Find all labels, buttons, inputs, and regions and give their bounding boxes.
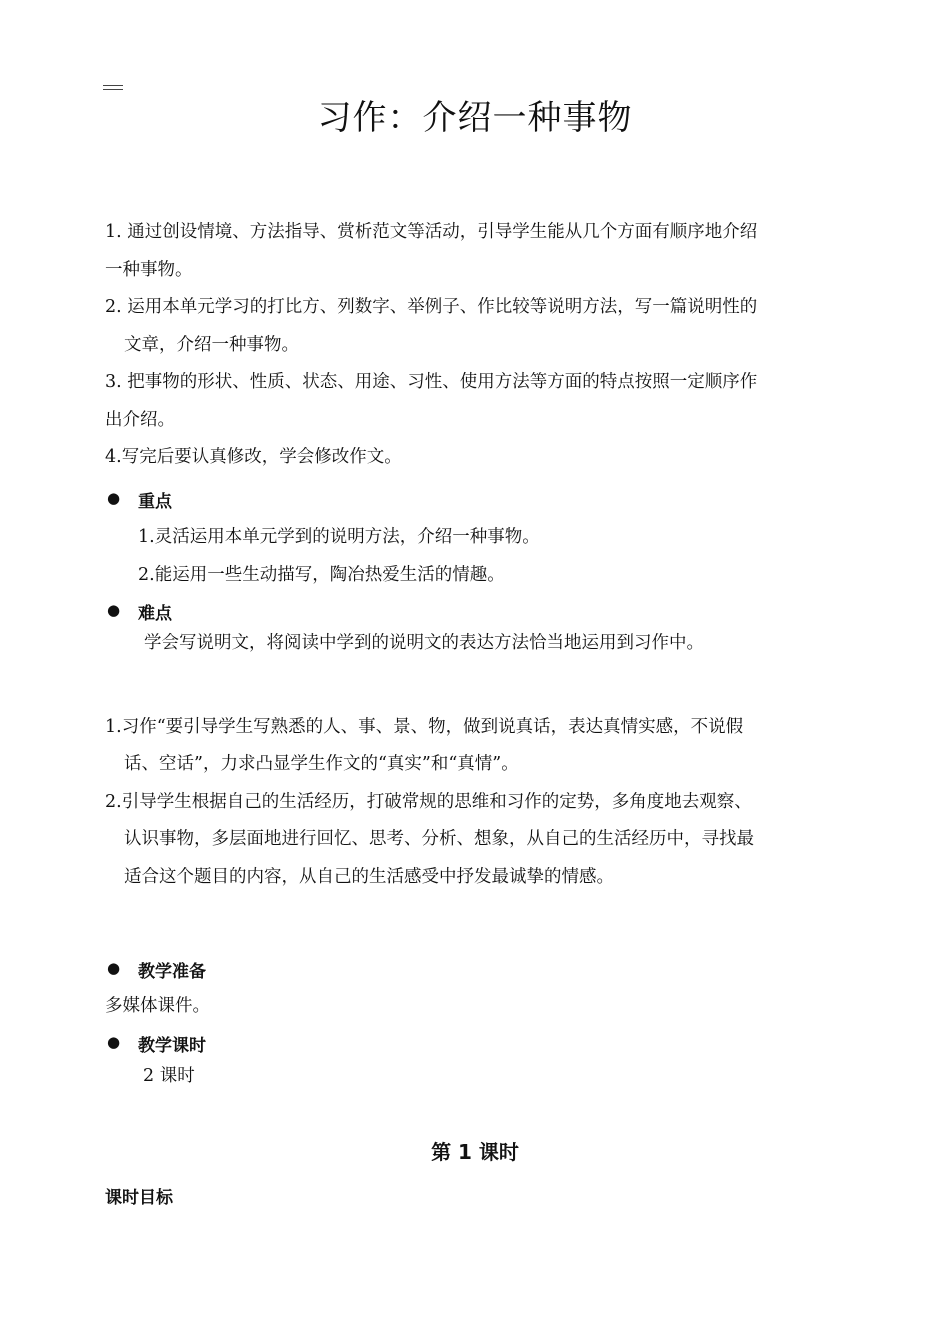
lesson-goals-heading: 课时目标 bbox=[105, 1188, 173, 1208]
difficulty-bullet: ● bbox=[107, 601, 121, 619]
keypoints-heading: 重点 bbox=[138, 492, 172, 512]
lesson-1-heading: 第 1 课时 bbox=[431, 1140, 519, 1164]
difficulty-heading: 难点 bbox=[138, 604, 172, 624]
note-2-line2: 认识事物，多层面地进行回忆、思考、分析、想象，从自己的生活经历中，寻找最 bbox=[124, 829, 754, 849]
note-1-line2: 话、空话”，力求凸显学生作文的“真实”和“真情”。 bbox=[124, 754, 519, 774]
goal-2-line1: 2. 运用本单元学习的打比方、列数字、举例子、作比较等说明方法，写一篇说明性的 bbox=[105, 297, 758, 317]
periods-bullet: ● bbox=[107, 1033, 121, 1051]
preparation-heading: 教学准备 bbox=[138, 962, 206, 982]
difficulty-text: 学会写说明文，将阅读中学到的说明文的表达方法恰当地运用到习作中。 bbox=[144, 633, 704, 653]
note-1-line1: 1.习作“要引导学生写熟悉的人、事、景、物，做到说真话，表达真情实感，不说假 bbox=[105, 717, 744, 737]
goal-3-line2: 出介绍。 bbox=[105, 410, 175, 430]
page-title: 习作：介绍一种事物 bbox=[317, 98, 633, 138]
keypoint-item-1: 1.灵活运用本单元学到的说明方法，介绍一种事物。 bbox=[138, 527, 540, 547]
goal-2-line2: 文章，介绍一种事物。 bbox=[124, 335, 299, 355]
goal-3-line1: 3. 把事物的形状、性质、状态、用途、习性、使用方法等方面的特点按照一定顺序作 bbox=[105, 372, 758, 392]
preparation-text: 多媒体课件。 bbox=[105, 996, 210, 1016]
goal-1-line1: 1. 通过创设情境、方法指导、赏析范文等活动，引导学生能从几个方面有顺序地介绍 bbox=[105, 222, 758, 242]
note-2-line1: 2.引导学生根据自己的生活经历，打破常规的思维和习作的定势，多角度地去观察、 bbox=[105, 792, 752, 812]
goal-1-line2: 一种事物。 bbox=[105, 260, 193, 280]
preparation-bullet: ● bbox=[107, 959, 121, 977]
periods-text: 2 课时 bbox=[143, 1066, 195, 1086]
goal-4: 4.写完后要认真修改，学会修改作文。 bbox=[105, 447, 402, 467]
note-2-line3: 适合这个题目的内容，从自己的生活感受中抒发最诚挚的情感。 bbox=[124, 867, 614, 887]
keypoints-bullet: ● bbox=[107, 489, 121, 507]
keypoint-item-2: 2.能运用一些生动描写，陶冶热爱生活的情趣。 bbox=[138, 565, 505, 585]
periods-heading: 教学课时 bbox=[138, 1036, 206, 1056]
